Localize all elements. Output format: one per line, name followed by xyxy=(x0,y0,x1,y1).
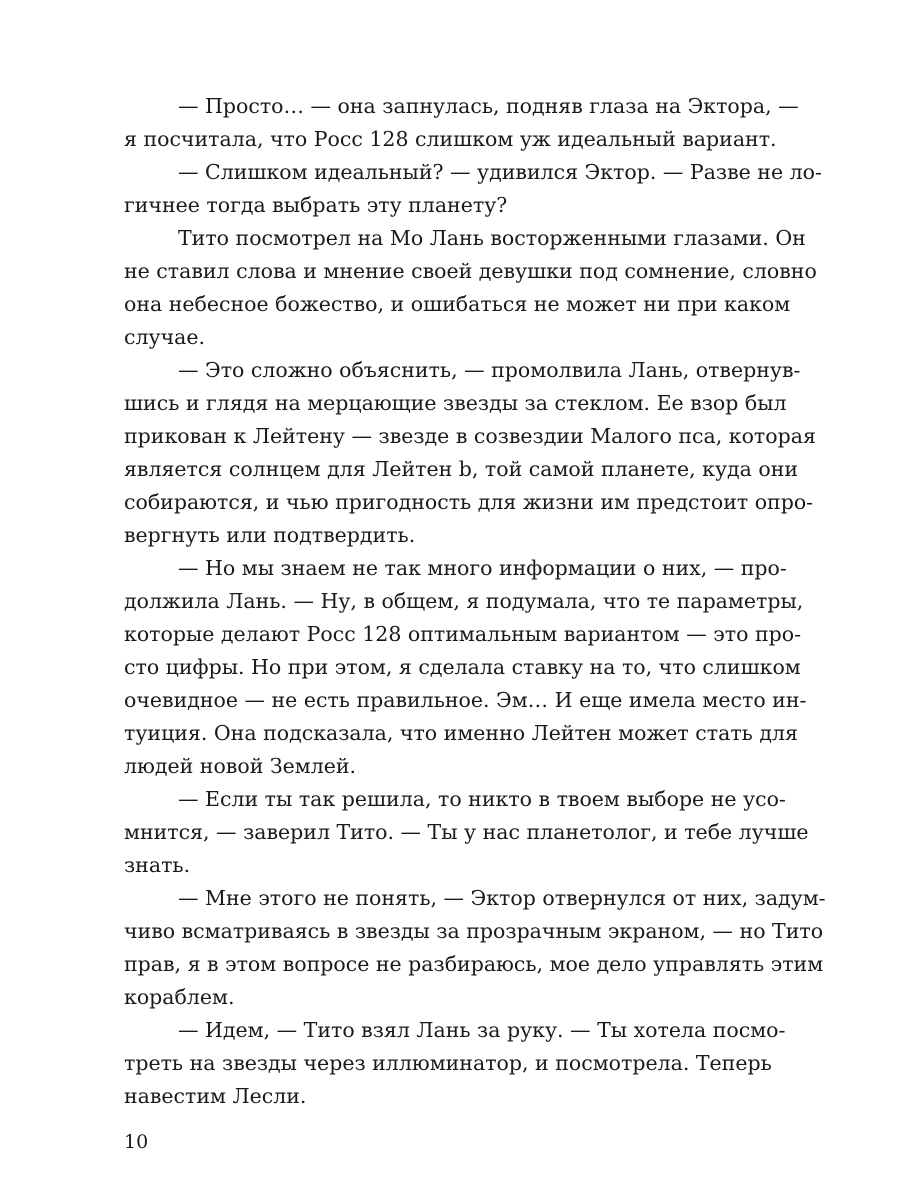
text-line: чиво всматриваясь в звезды за прозрачным экраном, — но Тито xyxy=(124,919,824,943)
text-line: прикован к Лейтену — звезде в созвездии Малого пса, которая xyxy=(124,424,816,448)
text-line: треть на звезды через иллюминатор, и посмотрела. Теперь xyxy=(124,1051,772,1075)
text-line: случае. xyxy=(124,325,205,349)
text-line: знать. xyxy=(124,853,191,877)
text-line: гичнее тогда выбрать эту планету? xyxy=(124,193,508,217)
text-line: навестим Лесли. xyxy=(124,1084,307,1108)
text-line: мнится, — заверил Тито. — Ты у нас планетолог, и тебе лучше xyxy=(124,820,809,844)
text-line: я посчитала, что Росс 128 слишком уж идеальный вариант. xyxy=(124,127,777,151)
page-number: 10 xyxy=(124,1131,149,1153)
text-line: вергнуть или подтвердить. xyxy=(124,523,416,547)
paragraph xyxy=(124,882,826,1014)
text-line: сто цифры. Но при этом, я сделала ставку на то, что слишком xyxy=(124,655,801,679)
paragraph xyxy=(124,222,817,354)
paragraph xyxy=(124,90,799,156)
text-line: прав, я в этом вопросе не разбираюсь, мое дело управлять этим xyxy=(124,952,824,976)
text-line: собираются, и чью пригодность для жизни им предстоит опро- xyxy=(124,490,814,514)
text-line: должила Лань. — Ну, в общем, я подумала, что те параметры, xyxy=(124,589,804,613)
text-line: туиция. Она подсказала, что именно Лейтен может стать для xyxy=(124,721,798,745)
text-line: не ставил слова и мнение своей девушки под сомнение, словно xyxy=(124,259,817,283)
text-line: она небесное божество, и ошибаться не может ни при каком xyxy=(124,292,791,316)
paragraph xyxy=(124,156,822,222)
text-line: — Но мы знаем не так много информации о них, — про- xyxy=(178,556,787,580)
text-line: которые делают Росс 128 оптимальным вариантом — это про- xyxy=(124,622,802,646)
text-line: — Просто… — она запнулась, подняв глаза на Эктора, — xyxy=(178,94,799,118)
text-line: — Это сложно объяснить, — промолвила Лань, отвернув- xyxy=(178,358,801,382)
paragraph xyxy=(124,783,809,882)
text-line: Тито посмотрел на Мо Лань восторженными глазами. Он xyxy=(178,226,806,250)
text-line: — Если ты так решила, то никто в твоем выборе не усо- xyxy=(178,787,786,811)
text-line: — Идем, — Тито взял Лань за руку. — Ты хотела посмо- xyxy=(178,1018,786,1042)
text-line: — Мне этого не понять, — Эктор отвернулся от них, задум- xyxy=(178,886,826,910)
text-line: является солнцем для Лейтен b, той самой планете, куда они xyxy=(124,457,799,481)
book-page-text xyxy=(124,90,826,1113)
text-line: кораблем. xyxy=(124,985,235,1009)
text-line: очевидное — не есть правильное. Эм… И еще имела место ин- xyxy=(124,688,807,712)
paragraph xyxy=(124,354,816,552)
text-line: — Слишком идеальный? — удивился Эктор. — Разве не ло- xyxy=(178,160,822,184)
text-line: шись и глядя на мерцающие звезды за стеклом. Ее взор был xyxy=(124,391,787,415)
text-line: людей новой Землей. xyxy=(124,754,357,778)
paragraph xyxy=(124,552,807,783)
paragraph xyxy=(124,1014,786,1113)
